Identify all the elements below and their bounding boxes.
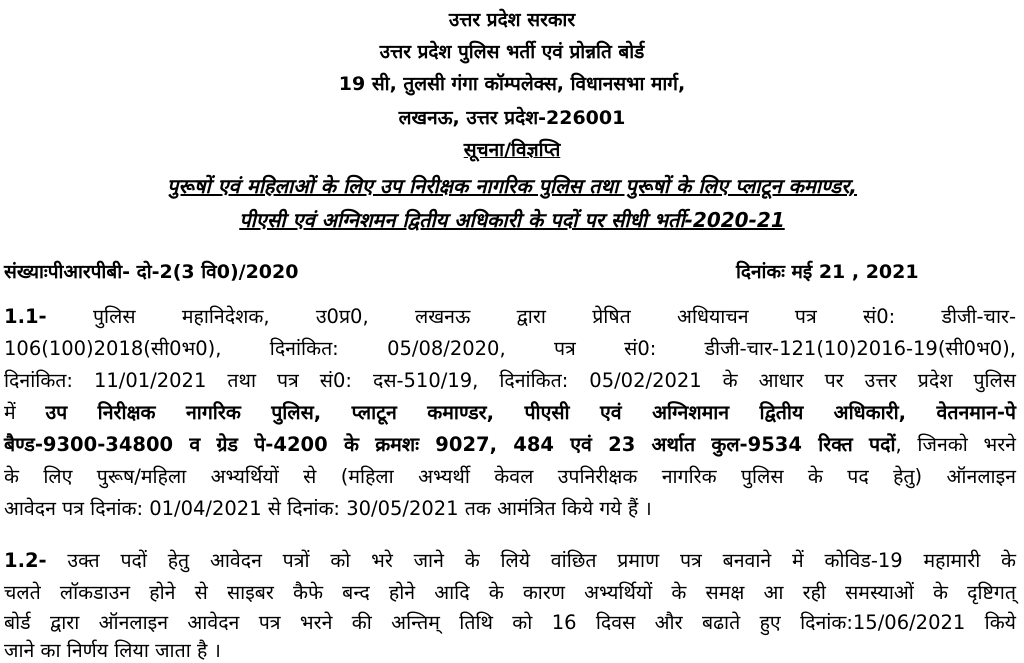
para1-text-4b: उप निरीक्षक नागरिक पुलिस, प्लाटून कमाण्डर, पीएसी एवं अग्निशमान द्वितीय अधिकारी, वेतनमान-पे	[45, 401, 1016, 424]
para2-label: 1.2-	[4, 549, 47, 572]
notice-title: सूचना/विज्ञप्ति	[463, 139, 561, 161]
para1-text-5a: बैण्ड-9300-34800 व ग्रेड पे-4200 के क्रमशः 9027, 484 एवं 23 अर्थात कुल-9534 रिक्त पदों	[4, 433, 896, 456]
para1-line-3: दिनांकित: 11/01/2021 तथा पत्र सं0: दस-510/19, दिनांकित: 05/02/2021 के आधार पर उत्तर प्रदेश पुलिस	[4, 369, 1016, 392]
para2-line-3: बोर्ड द्वारा ऑनलाइन आवेदन पत्र भरने की अन्तिम् तिथि को 16 दिवस और बढाते हुए दिनांक:15/06/2021 किये	[4, 611, 1016, 634]
reference-date: दिनांकः मई 21 , 2021	[736, 261, 919, 283]
para2-line-2: चलते लॉकडाउन होने से साइबर कैफे बन्द होने आदि के कारण अभ्यर्थियों के समक्ष आ रही समस्याओं के दृष्टिगत्	[4, 581, 1016, 604]
para1-line-4	[4, 398, 1016, 425]
para1-line-1	[4, 302, 1016, 329]
para2-line-1	[4, 546, 1016, 573]
subject-line-1: पुरूषों एवं महिलाओं के लिए उप निरीक्षक नागरिक पुलिस तथा पुरूषों के लिए प्लाटून कमाण्डर,	[166, 174, 858, 198]
para1-line-2: 106(100)2018(सी0भ0), दिनांकित: 05/08/2020, पत्र सं0: डीजी-चार-121(10)2016-19(सी0भ0),	[4, 337, 1016, 360]
para1-line-7: आवेदन पत्र दिनांक: 01/04/2021 से दिनांक: 30/05/2021 तक आमंत्रित किये गये हैं ।	[4, 497, 652, 520]
para2-line-4: जाने का निर्णय लिया जाता है ।	[4, 639, 221, 662]
para1-text-5b: , जिनको भरने	[895, 433, 1016, 456]
govt-name: उत्तर प्रदेश सरकार	[448, 9, 576, 31]
reference-number: संख्याःपीआरपीबी- दो-2(3 वि0)/2020	[4, 261, 299, 283]
para1-text-4a: में	[4, 401, 16, 424]
para1-line-6: के लिए पुरूष/महिला अभ्यर्थियों से (महिला अभ्यर्थी केवल उपनिरीक्षक नागरिक पुलिस के पद हेतु) ऑनलाइन	[4, 465, 1016, 488]
para1-label: 1.1-	[4, 305, 47, 328]
subject-line-2: पीएसी एवं अग्निशमन द्वितीय अधिकारी के पदों पर सीधी भर्ती-2020-21	[239, 208, 785, 232]
board-name: उत्तर प्रदेश पुलिस भर्ती एवं प्रोन्नति बोर्ड	[379, 41, 645, 63]
para2-text-1: उक्त पदों हेतु आवेदन पत्रों को भरे जाने के लिये वांछित प्रमाण पत्र बनवाने में कोविड-19 महामारी के	[67, 549, 1016, 572]
para1-line-5	[4, 430, 1016, 457]
city-line: लखनऊ, उत्तर प्रदेश-226001	[398, 107, 626, 129]
address-line: 19 सी, तुलसी गंगा कॉम्पलेक्स, विधानसभा मार्ग,	[338, 73, 686, 95]
para1-text-1: पुलिस महानिदेशक, उ0प्र0, लखनऊ द्वारा प्रेषित अधियाचन पत्र सं0: डीजी-चार-	[92, 305, 1017, 328]
